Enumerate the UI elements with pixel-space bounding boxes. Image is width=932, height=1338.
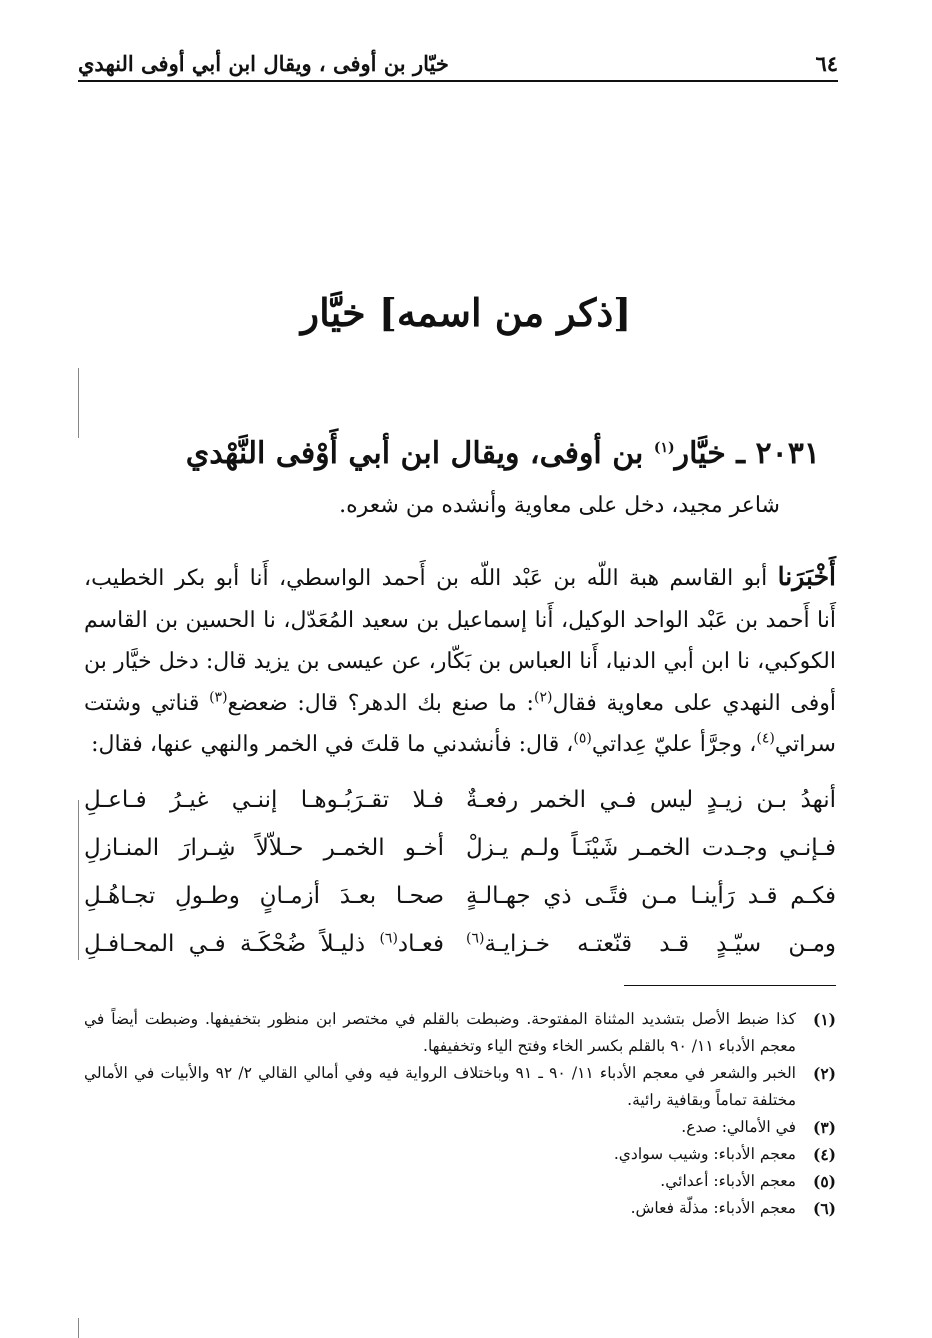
first-hemistich: فكـم قـد رَأينـا مـن فتًـى ذي جهـالـةٍ xyxy=(466,883,836,909)
line-text: سراتي xyxy=(774,732,836,757)
entry-heading xyxy=(150,436,820,471)
first-hemistich: أنهدُ بـن زيـدٍ ليس فـي الخمر رفعـةٌ xyxy=(466,787,836,813)
footnote-text: معجم الأدباء: مذلّة فعاش. xyxy=(630,1199,796,1217)
footnote xyxy=(84,1141,836,1168)
footnote-ref[interactable]: (٥) xyxy=(573,730,592,747)
footnote-separator xyxy=(624,985,836,986)
footnote-text: في الأمالي: صدع. xyxy=(681,1118,796,1136)
paragraph-line xyxy=(84,724,836,766)
footnote-number: (٥) xyxy=(812,1172,836,1191)
footnote xyxy=(84,1168,836,1195)
footnote xyxy=(84,1114,836,1141)
line-text: : ما صنع بك الدهر؟ قال: ضعضع xyxy=(227,690,534,716)
first-hemistich: فـإنـي وجـدت الخمـر شَيْنَـاً ولـم يـزلْ xyxy=(466,835,836,861)
footnote-number: (٣) xyxy=(812,1118,836,1137)
footnote-text: كذا ضبط الأصل بتشديد المثناة المفتوحة. وضبطت بالقلم في مختصر ابن منظور بتخفيفها. وضبطت أيضاً في معجم الأدباء ١١/ ٩٠ بالقلم بكسر الخاء وفتح الياء وتخفيفها. xyxy=(84,1010,796,1055)
entry-intro: شاعر مجيد، دخل على معاوية وأنشده من شعره. xyxy=(339,493,780,518)
footnote-number: (٢) xyxy=(812,1064,836,1083)
second-hemistich: صحـا بعـدَ أزمـانٍ وطـولِ تجـاهُـلِ xyxy=(84,883,444,909)
footnote-number: (١) xyxy=(812,1010,836,1029)
header-title: خيّار بن أوفى ، ويقال ابن أبي أوفى النهدي xyxy=(78,51,449,76)
lead-word: أَخْبَرَنا xyxy=(777,562,836,591)
poem-verse xyxy=(84,872,836,920)
first-hemistich xyxy=(466,931,836,957)
entry-name-rest: بن أوفى، ويقال ابن أبي أَوْفى النَّهْدي xyxy=(185,436,654,471)
paragraph-line xyxy=(84,556,836,600)
entry-dash: ـ xyxy=(725,436,756,471)
line-text: قناتي وشتت xyxy=(84,690,210,716)
footnote-number: (٤) xyxy=(812,1145,836,1164)
line-text: أبو القاسم هبة اللّه بن عَبْد اللّه بن أَحمد الواسطي، أَنا أبو بكر الخطيب، xyxy=(84,566,778,591)
second-hemistich: فـلا تقـرَبُـوهـا إننـي غيـرُ فـاعـلِ xyxy=(84,787,444,813)
footnote-ref[interactable]: (١) xyxy=(653,440,675,456)
paragraph-line: الكوكبي، نا ابن أبي الدنيا، أَنا العباس بن بَكّار، عن عيسى بن يزيد قال: دخل خيَّار بن xyxy=(84,649,836,674)
footnote-text: الخبر والشعر في معجم الأدباء ١١/ ٩٠ ـ ٩١ وباختلاف الرواية فيه وفي أمالي القالي ٢/ ٩٢ والأبيات في الأمالي مختلفة تماماً وبقافية رائية. xyxy=(84,1064,796,1109)
poem-verse xyxy=(84,920,836,968)
hemistich-text: فعـاد xyxy=(397,931,445,957)
line-text: ، قال: فأنشدني ما قلتَ في الخمر والنهي عنها، فقال: xyxy=(91,732,574,757)
paragraph-line xyxy=(84,683,836,725)
footnote-ref[interactable]: (٣) xyxy=(209,689,228,706)
section-title: [ذكر من اسمه] خيَّار xyxy=(300,290,632,335)
hemistich-text: ذليـلاً ضُحْكَـة فـي المحـافـلِ xyxy=(84,931,366,957)
poem-verse xyxy=(84,776,836,824)
isnad-paragraph xyxy=(84,556,836,766)
line-text: أوفى النهدي على معاوية فقال xyxy=(552,690,837,716)
footnote-text: معجم الأدباء: وشيب سوادي. xyxy=(613,1145,796,1163)
footnote-ref[interactable]: (٦) xyxy=(379,930,398,947)
entry-name: خيَّار xyxy=(674,436,726,471)
second-hemistich xyxy=(84,931,444,957)
hemistich-text: ومـن سيّـدٍ قـد قنّعتـه خـزايـة xyxy=(484,931,836,957)
footnote-ref[interactable]: (٤) xyxy=(756,730,775,747)
footnote-number: (٦) xyxy=(812,1199,836,1218)
entry-number: ٢٠٣١ xyxy=(755,436,820,471)
footnote-ref[interactable]: (٢) xyxy=(533,689,553,706)
line-text: ، وجرَّأ عليّ عِداتي xyxy=(591,732,757,757)
paragraph-line: أَنا أَحمد بن عَبْد الواحد الوكيل، أَنا إسماعيل بن سعيد المُعَدّل، نا الحسين بن القاسم xyxy=(84,607,836,633)
footnotes xyxy=(84,1006,836,1222)
footnote xyxy=(84,1195,836,1222)
margin-rule xyxy=(78,368,79,438)
footnote xyxy=(84,1006,836,1060)
poem-verse xyxy=(84,824,836,872)
margin-rule xyxy=(78,1318,79,1338)
running-header xyxy=(78,48,838,82)
page-number: ٦٤ xyxy=(815,51,838,76)
footnote-text: معجم الأدباء: أعدائي. xyxy=(660,1172,796,1190)
poem xyxy=(84,776,836,968)
second-hemistich: أخـو الخمـر حـلاّلاً شِـرارَ المنـازلِ xyxy=(84,835,444,861)
margin-rule xyxy=(78,800,79,960)
footnote xyxy=(84,1060,836,1114)
footnote-ref[interactable]: (٦) xyxy=(466,930,485,947)
